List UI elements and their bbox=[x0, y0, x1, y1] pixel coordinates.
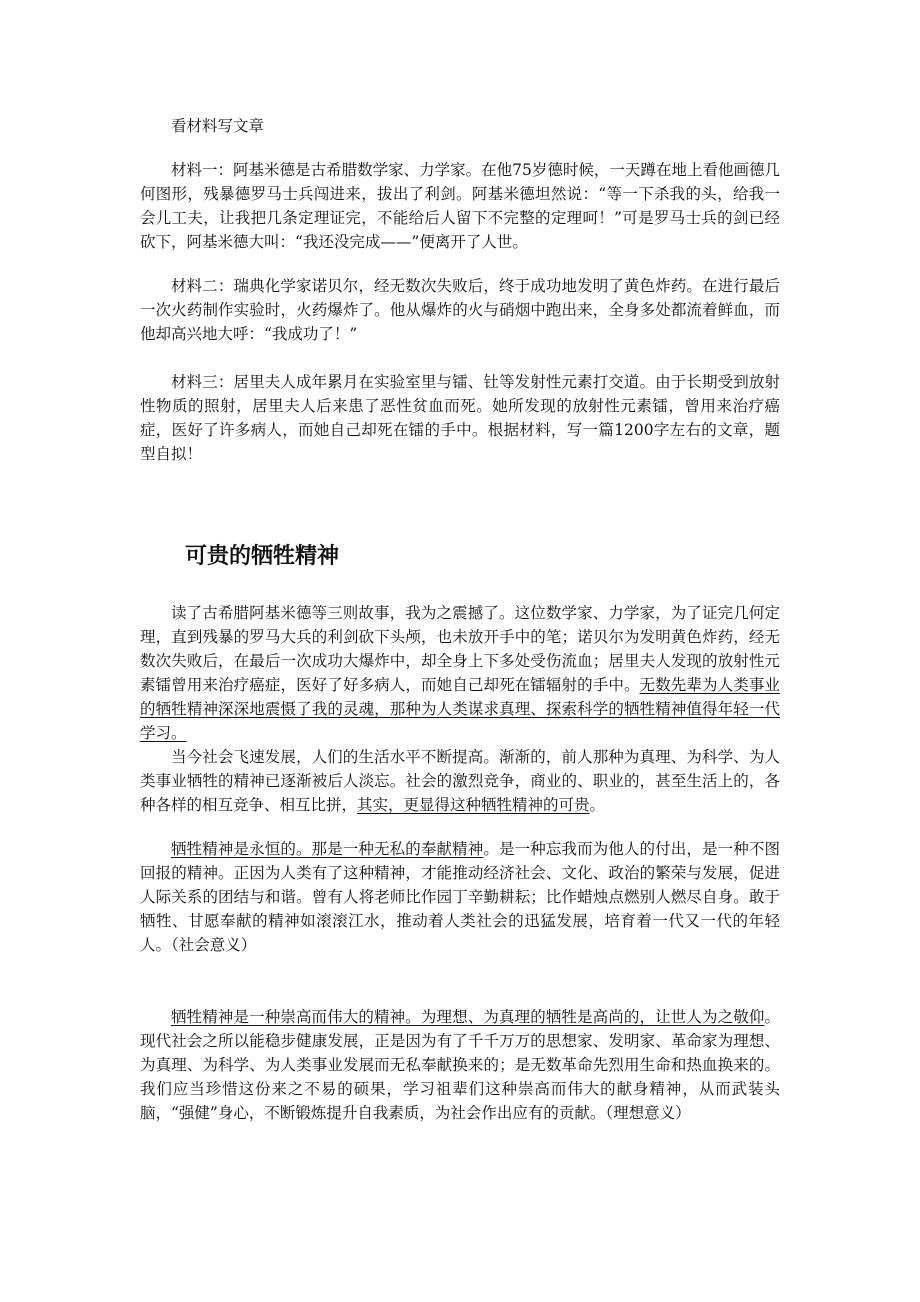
prompt-title: 看材料写文章 bbox=[171, 117, 265, 135]
essay-paragraph-1 bbox=[140, 601, 780, 745]
essay-p4-text: 。现代社会之所以能稳步健康发展，正是因为有了千千万万的思想家、发明家、革命家为理想、为真理、为科学、为人类事业发展而无私奉献换来的；是无数革命先烈用生命和热血换来的。我们应当珍惜这份来之不易的硕果，学习祖辈们这种崇高而伟大的献身精神，从而武装头脑，“强健”身心，不断锻炼提升自我素质，为社会作出应有的贡献。（理想意义） bbox=[140, 1008, 780, 1122]
material-two: 材料二：瑞典化学家诺贝尔，经无数次失败后，终于成功地发明了黄色炸药。在进行最后一次火药制作实验时，火药爆炸了。他从爆炸的火与硝烟中跑出来，全身多处都流着鲜血，而他却高兴地大呼：“我成功了！” bbox=[140, 277, 780, 343]
essay-title: 可贵的牺牲精神 bbox=[185, 544, 340, 569]
essay-p4-underlined: 牺牲精神是一种崇高而伟大的精神。为理想、为真理的牺牲是高尚的，让世人为之敬仰 bbox=[171, 1008, 765, 1026]
essay-p2-end: 。 bbox=[589, 796, 606, 814]
essay-p2-underlined: 其实，更显得这种牺牲精神的可贵 bbox=[357, 796, 590, 814]
material-three: 材料三：居里夫人成年累月在实验室里与镭、钍等发射性元素打交道。由于长期受到放射性物质的照射，居里夫人后来患了恶性贫血而死。她所发现的放射性元素镭，曾用来治疗癌症，医好了许多病人，而她自己却死在镭的手中。根据材料，写一篇1200字左右的文章，题型自拟！ bbox=[140, 373, 780, 463]
essay-paragraph-4 bbox=[140, 1005, 780, 1125]
essay-p3-text: 。是一种忘我而为他人的付出，是一种不图回报的精神。正因为人类有了这种精神，才能推动经济社会、文化、政治的繁荣与发展，促进人际关系的团结与和谐。曾有人将老师比作园丁辛勤耕耘；比作蜡烛点燃别人燃尽自身。敢于牺牲、甘愿奉献的精神如滚滚江水，推动着人类社会的迅猛发展，培育着一代又一代的年轻人。（社会意义） bbox=[140, 840, 780, 954]
essay-p3-underlined: 牺牲精神是永恒的。那是一种无私的奉献精神 bbox=[171, 840, 484, 858]
essay-paragraph-3 bbox=[140, 837, 780, 957]
essay-paragraph-2 bbox=[140, 745, 780, 817]
material-one: 材料一：阿基米德是古希腊数学家、力学家。在他75岁德时候，一天蹲在地上看他画德几何图形，残暴德罗马士兵闯进来，拔出了利剑。阿基米德坦然说：“等一下杀我的头，给我一会儿工夫，让我把几条定理证完，不能给后人留下不完整的定理呵！”可是罗马士兵的剑已经砍下，阿基米德大叫：“我还没完成——”便离开了人世。 bbox=[140, 161, 780, 251]
essay-p1-underlined: 无数先辈为人类事业的牺牲精神深深地震慑了我的灵魂，那种为人类谋求真理、探索科学的牺牲精神值得年轻一代学习。 bbox=[140, 676, 780, 742]
essay-p2-text: 当今社会飞速发展，人们的生活水平不断提高。渐渐的，前人那种为真理、为科学、为人类事业牺牲的精神已逐渐被后人淡忘。社会的激烈竞争，商业的、职业的，甚至生活上的，各种各样的相互竞争、相互比拼， bbox=[140, 748, 780, 814]
essay-p1-text: 读了古希腊阿基米德等三则故事，我为之震撼了。这位数学家、力学家，为了证完几何定理，直到残暴的罗马大兵的利剑砍下头颅，也未放开手中的笔；诺贝尔为发明黄色炸药，经无数次失败后，在最后一次成功大爆炸中，却全身上下多处受伤流血；居里夫人发现的放射性元素镭曾用来治疗癌症，医好了好多病人，而她自己却死在镭辐射的手中。 bbox=[140, 604, 780, 694]
